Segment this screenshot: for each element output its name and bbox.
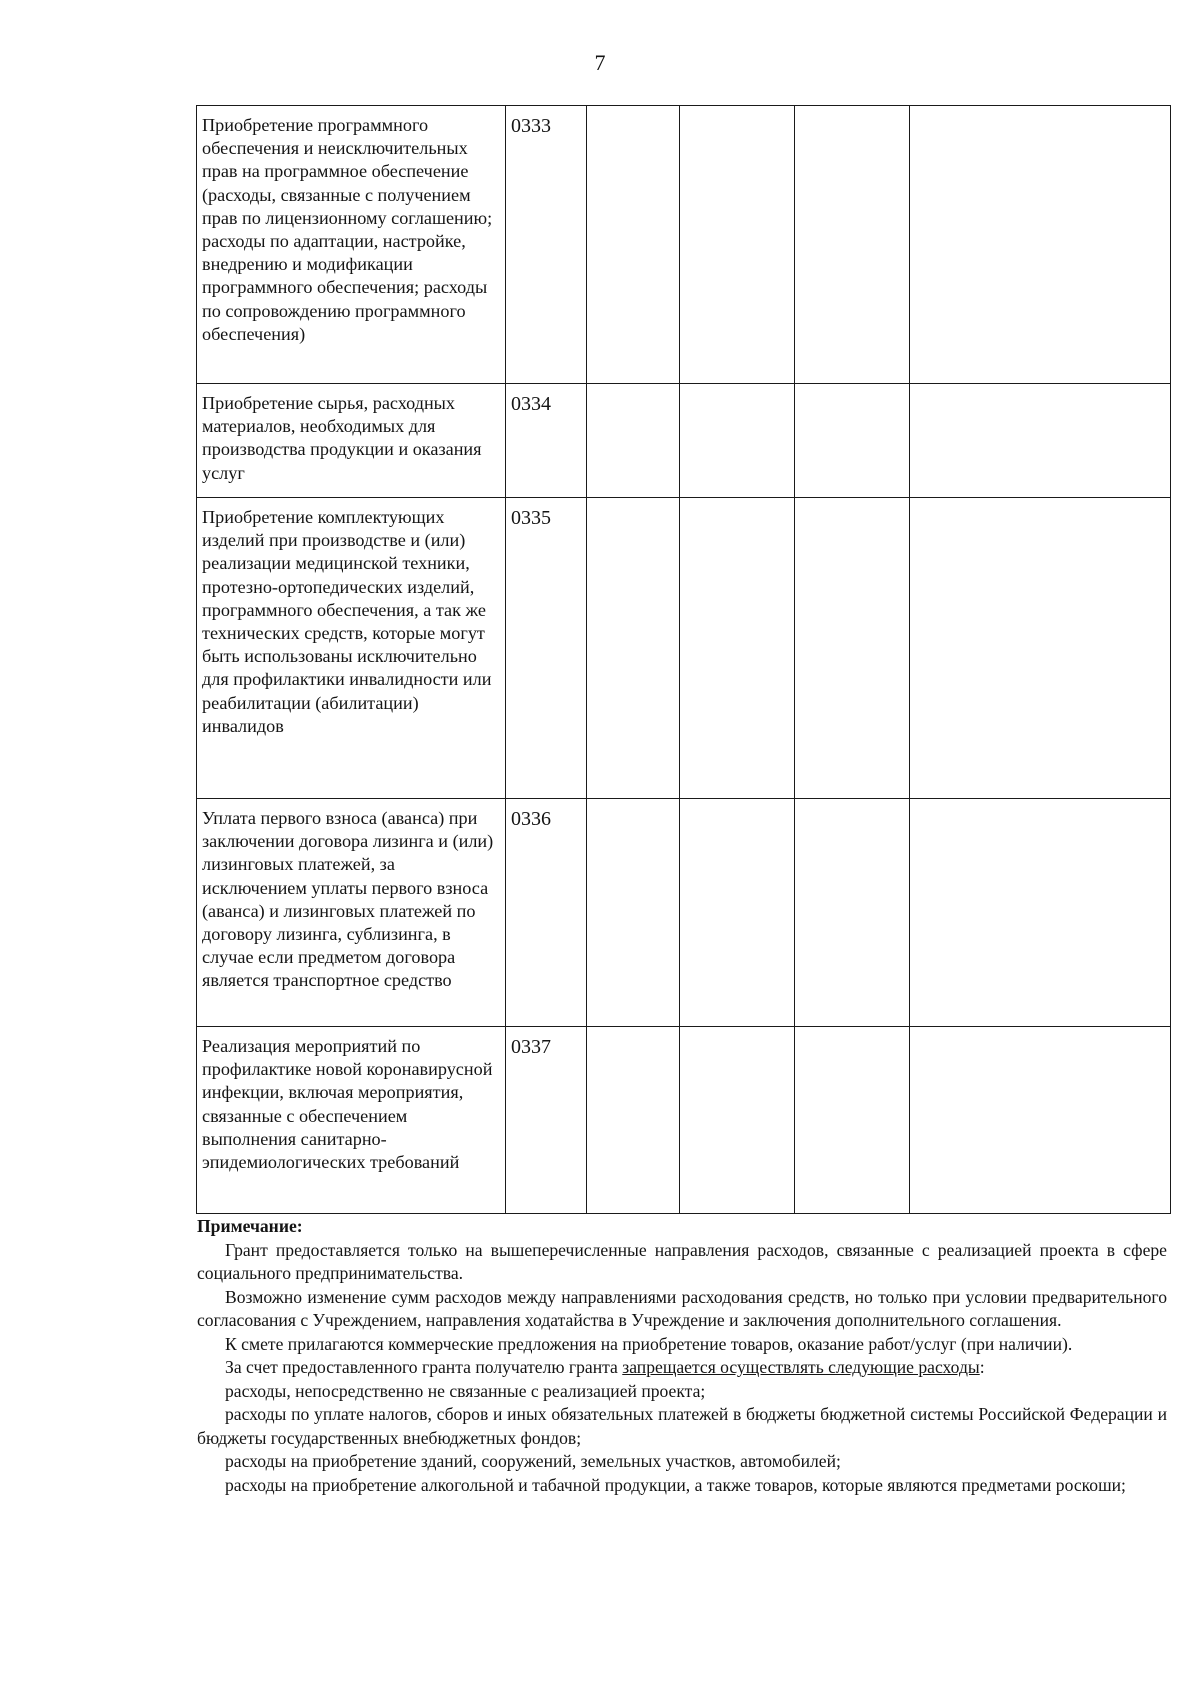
note-paragraph: расходы по уплате налогов, сборов и иных обязательных платежей в бюджеты бюджетной системы Российской Федерации и бюджеты государственных внебюджетных фондов; [197,1404,1167,1448]
table-row [197,384,1171,498]
empty-cell [795,106,910,384]
table-row [197,1027,1171,1214]
empty-cell [680,1027,795,1214]
note-paragraph: расходы на приобретение зданий, сооружений, земельных участков, автомобилей; [225,1451,841,1471]
empty-cell [795,498,910,799]
note-paragraph: Возможно изменение сумм расходов между направлениями расходования средств, но только при условии предварительного согласования с Учреждением, направления ходатайства в Учреждение и заключения дополнительного соглашения. [197,1286,1167,1330]
expense-code: 0333 [506,106,587,384]
expense-description: Уплата первого взноса (аванса) при заключении договора лизинга и (или) лизинговых платежей, за исключением уплаты первого взноса (аванса) и лизинговых платежей по договору лизинга, сублизинга, в случае если предметом договора является транспортное средство [197,799,506,1027]
empty-cell [910,498,1171,799]
expense-code: 0336 [506,799,587,1027]
expense-description: Приобретение сырья, расходных материалов, необходимых для производства продукции и оказания услуг [197,384,506,498]
page-number: 7 [594,50,606,75]
table-row [197,799,1171,1027]
table-row [197,106,1171,384]
empty-cell [587,384,680,498]
expense-code: 0337 [506,1027,587,1214]
restriction-intro: За счет предоставленного гранта получателю гранта [225,1357,623,1377]
empty-cell [910,384,1171,498]
budget-table [196,105,1171,1214]
expense-code: 0335 [506,498,587,799]
restriction-underlined: запрещается осуществлять следующие расходы [622,1357,980,1377]
note-paragraph: К смете прилагаются коммерческие предложения на приобретение товаров, оказание работ/услуг (при наличии). [225,1333,1073,1354]
empty-cell [680,106,795,384]
restriction-colon: : [979,1357,985,1377]
empty-cell [680,498,795,799]
empty-cell [910,106,1171,384]
empty-cell [795,1027,910,1214]
expense-description: Приобретение программного обеспечения и неисключительных прав на программное обеспечение (расходы, связанные с получением прав по лицензионному соглашению; расходы по адаптации, настройке, внедрению и модификации программного обеспечения; расходы по сопровождению программного обеспечения) [197,106,506,384]
empty-cell [910,1027,1171,1214]
empty-cell [795,384,910,498]
empty-cell [795,799,910,1027]
empty-cell [587,498,680,799]
empty-cell [680,384,795,498]
empty-cell [587,799,680,1027]
expense-description: Приобретение комплектующих изделий при производстве и (или) реализации медицинской техники, протезно-ортопедических изделий, программного обеспечения, а так же технических средств, которые могут быть использованы исключительно для профилактики инвалидности или реабилитации (абилитации) инвалидов [197,498,506,799]
empty-cell [587,106,680,384]
note-paragraph: Грант предоставляется только на вышеперечисленные направления расходов, связанные с реализацией проекта в сфере социального предпринимательства. [197,1239,1167,1283]
empty-cell [680,799,795,1027]
expense-code: 0334 [506,384,587,498]
note-paragraph: расходы на приобретение алкогольной и табачной продукции, а также товаров, которые являются предметами роскоши; [225,1474,1126,1495]
notes-section [197,1215,1167,1497]
empty-cell [587,1027,680,1214]
table-row [197,498,1171,799]
expense-description: Реализация мероприятий по профилактике новой коронавирусной инфекции, включая мероприятия, связанные с обеспечением выполнения санитарно-эпидемиологических требований [197,1027,506,1214]
note-paragraph: расходы, непосредственно не связанные с реализацией проекта; [225,1380,706,1401]
note-paragraph-restrictions [197,1356,1167,1380]
notes-heading: Примечание: [197,1216,303,1236]
empty-cell [910,799,1171,1027]
